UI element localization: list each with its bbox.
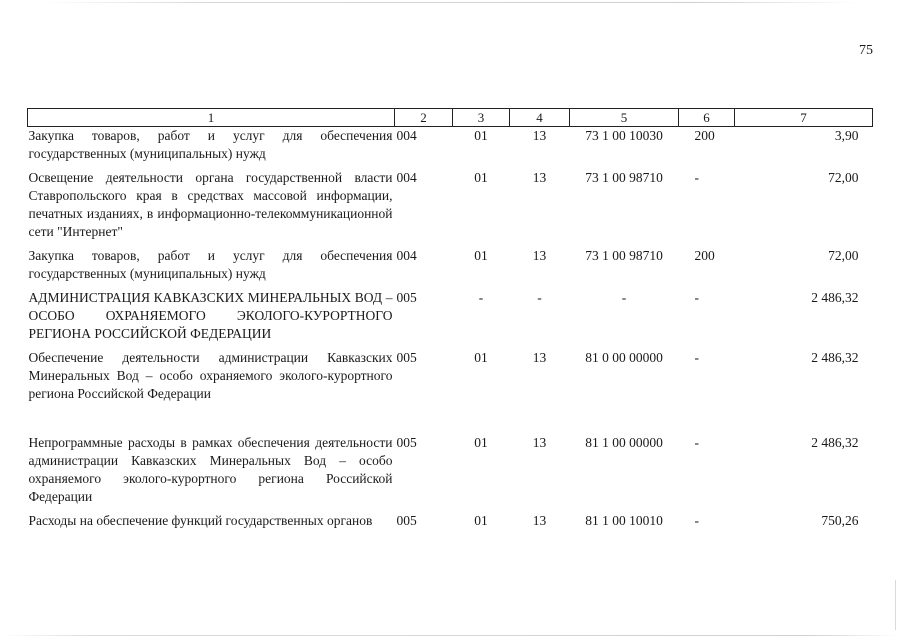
- row-target-code: 73 1 00 10030: [585, 128, 663, 143]
- row-expense-type: -: [694, 350, 699, 365]
- row-name-cell: [28, 509, 395, 533]
- row-expense-type: -: [694, 290, 699, 305]
- row-name: Освещение деятельности органа государственной власти Ставропольского края в средствах массовой информации, печатных изданиях, в информационно-телекоммуникационной сети "Интернет": [28, 170, 393, 239]
- header-col-7: 7: [735, 109, 873, 127]
- header-col-3: 3: [453, 109, 510, 127]
- table-header-row: [28, 109, 873, 127]
- row-name: Расходы на обеспечение функций государственных органов: [28, 513, 373, 528]
- row-section-code: 01: [474, 128, 488, 143]
- row-target-code: -: [621, 290, 627, 305]
- row-subsection-code: 13: [532, 435, 547, 450]
- table-row: [28, 431, 873, 509]
- row-section-code: 01: [474, 170, 488, 185]
- row-section-code: 01: [474, 435, 488, 450]
- row-target-code: 73 1 00 98710: [585, 248, 663, 263]
- row-subsection-code: -: [537, 290, 542, 305]
- row-name-cell: [28, 431, 395, 509]
- page-number: 75: [859, 43, 873, 58]
- header-col-6: 6: [679, 109, 735, 127]
- row-amount: 2 486,32: [811, 290, 859, 305]
- row-subsection-code: 13: [532, 350, 547, 365]
- row-name-cell: [28, 244, 395, 286]
- scan-edge-right: [895, 580, 896, 630]
- budget-table: [27, 108, 873, 533]
- row-subsection-code: 13: [532, 128, 547, 143]
- row-name: АДМИНИСТРАЦИЯ КАВКАЗСКИХ МИНЕРАЛЬНЫХ ВОД – ОСОБО ОХРАНЯЕМОГО ЭКОЛОГО-КУРОРТНОГО РЕГИОНА РОССИЙСКОЙ ФЕДЕРАЦИИ: [28, 290, 393, 341]
- header-col-5: 5: [570, 109, 679, 127]
- row-ministry-code: 005: [396, 290, 417, 305]
- row-expense-type: 200: [694, 248, 715, 263]
- row-name: Непрограммные расходы в рамках обеспечения деятельности администрации Кавказских Минеральных Вод – особо охраняемого эколого-курортного региона Российской Федерации: [28, 435, 393, 504]
- row-ministry-code: 004: [396, 128, 417, 143]
- row-ministry-code: 005: [396, 435, 417, 450]
- row-name: Обеспечение деятельности администрации Кавказских Минеральных Вод – особо охраняемого эколого-курортного региона Российской Федерации: [28, 350, 393, 401]
- row-name-cell: [28, 166, 395, 244]
- table-row: [28, 509, 873, 533]
- row-subsection-code: 13: [532, 248, 547, 263]
- row-amount: 3,90: [834, 128, 859, 143]
- row-amount: 750,26: [821, 513, 859, 528]
- row-subsection-code: 13: [532, 513, 547, 528]
- header-col-4: 4: [510, 109, 570, 127]
- table-row: [28, 346, 873, 431]
- row-amount: 72,00: [828, 248, 859, 263]
- row-name-cell: [28, 346, 395, 431]
- row-name: Закупка товаров, работ и услуг для обеспечения государственных (муниципальных) нужд: [28, 128, 393, 161]
- row-ministry-code: 004: [396, 248, 417, 263]
- row-expense-type: 200: [694, 128, 715, 143]
- row-target-code: 73 1 00 98710: [585, 170, 663, 185]
- row-ministry-code: 004: [396, 170, 417, 185]
- row-name-cell: [28, 286, 395, 346]
- table-row: [28, 127, 873, 167]
- row-name-cell: [28, 127, 395, 167]
- row-ministry-code: 005: [396, 350, 417, 365]
- row-ministry-code: 005: [396, 513, 417, 528]
- row-section-code: 01: [474, 248, 488, 263]
- row-target-code: 81 1 00 10010: [585, 513, 663, 528]
- table-row: [28, 286, 873, 346]
- row-expense-type: -: [694, 435, 699, 450]
- scan-edge-bottom: [0, 635, 899, 636]
- row-amount: 2 486,32: [811, 350, 859, 365]
- row-section-code: 01: [474, 513, 488, 528]
- row-amount: 72,00: [828, 170, 859, 185]
- table-row: [28, 244, 873, 286]
- row-target-code: 81 0 00 00000: [585, 350, 663, 365]
- row-expense-type: -: [694, 513, 699, 528]
- header-col-2: 2: [395, 109, 453, 127]
- row-amount: 2 486,32: [811, 435, 859, 450]
- row-section-code: -: [478, 290, 484, 305]
- row-name: Закупка товаров, работ и услуг для обеспечения государственных (муниципальных) нужд: [28, 248, 393, 281]
- scan-edge-top: [40, 2, 859, 3]
- row-subsection-code: 13: [532, 170, 547, 185]
- header-col-1: 1: [28, 109, 395, 127]
- row-target-code: 81 1 00 00000: [585, 435, 663, 450]
- table-row: [28, 166, 873, 244]
- row-expense-type: -: [694, 170, 699, 185]
- row-section-code: 01: [474, 350, 488, 365]
